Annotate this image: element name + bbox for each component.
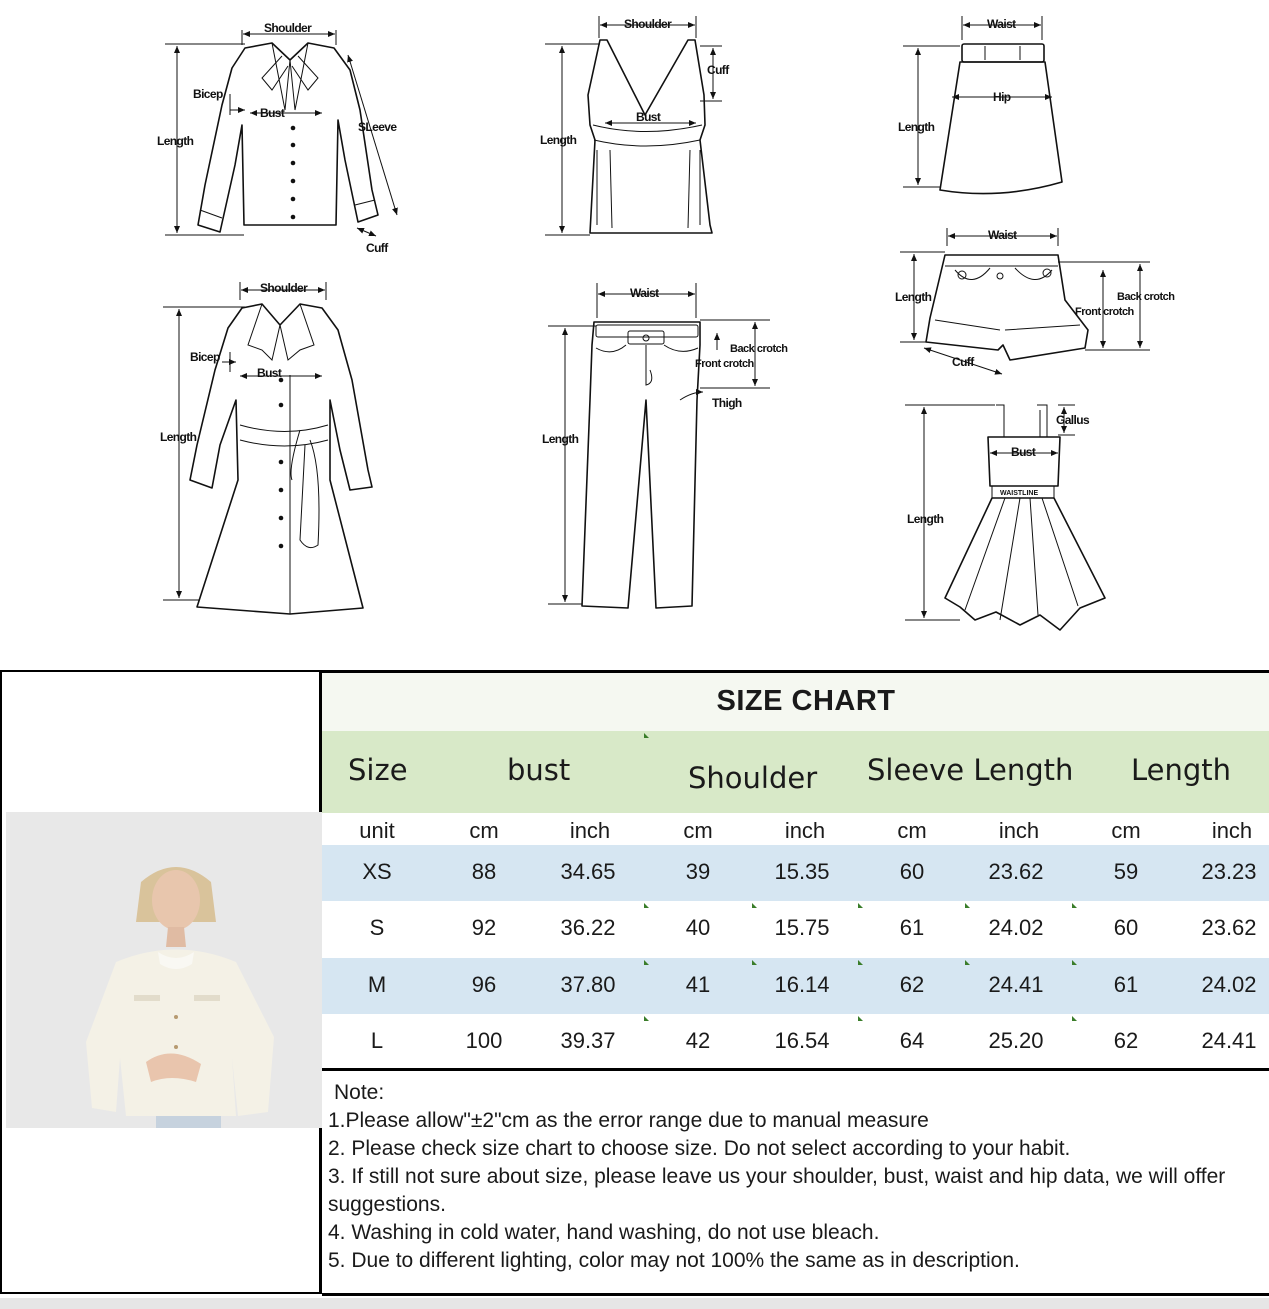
value-cell: 61 [899, 915, 925, 940]
shirt-cuff-label: Cuff [366, 241, 388, 255]
value-cell: 41 [685, 972, 711, 997]
cell-marker [644, 960, 649, 965]
size-cell: XS [362, 859, 392, 884]
unit-cell: inch [569, 818, 611, 843]
bottom-strip [0, 1298, 1269, 1309]
pants-front-crotch-label: Front crotch [695, 358, 754, 370]
value-cell: 64 [899, 1028, 925, 1053]
value-cell: 62 [899, 972, 925, 997]
unit-cell: cm [683, 818, 713, 843]
pants-waist-label: Waist [630, 286, 659, 300]
value-cell: 42 [685, 1028, 711, 1053]
skirt-diagram [898, 16, 1062, 194]
cell-marker [1072, 903, 1077, 908]
top-shoulder-label: Shoulder [624, 17, 672, 31]
value-cell: 24.41 [988, 972, 1044, 997]
dress-bust-label: Bust [1011, 445, 1036, 459]
note-line: 2. Please check size chart to choose size. Do not select according to your habit. [328, 1137, 1071, 1160]
cell-marker [644, 733, 649, 738]
size-chart [322, 670, 1269, 1296]
notes-title: Note: [334, 1081, 385, 1104]
notes-section [322, 1068, 1269, 1299]
shirt-sleeve-label: SLeeve [358, 120, 397, 134]
unit-cell: cm [1111, 818, 1141, 843]
size-chart-section [0, 670, 1269, 1300]
shorts-cuff-label: Cuff [952, 355, 974, 369]
top-length-label: Length [540, 133, 577, 147]
header-shoulder: Shoulder [688, 761, 818, 795]
value-cell: 39.37 [560, 1028, 616, 1053]
table-row [322, 845, 1269, 901]
shirt-bicep-label: Bicep [193, 87, 223, 101]
value-cell: 39 [685, 859, 711, 884]
value-cell: 59 [1113, 859, 1139, 884]
skirt-length-label: Length [898, 120, 935, 134]
value-cell: 36.22 [560, 915, 616, 940]
size-chart-title-row [322, 673, 1269, 731]
table-row [322, 1014, 1269, 1070]
cell-marker [965, 903, 970, 908]
value-cell: 60 [899, 859, 925, 884]
value-cell: 23.62 [1201, 915, 1257, 940]
cell-marker [965, 960, 970, 965]
size-cell: M [367, 972, 387, 997]
value-cell: 37.80 [560, 972, 616, 997]
coat-shoulder-label: Shoulder [260, 281, 308, 295]
table-row [322, 958, 1269, 1014]
value-cell: 34.65 [560, 859, 616, 884]
value-cell: 23.23 [1201, 859, 1257, 884]
size-cell: S [369, 915, 385, 940]
table-row [322, 901, 1269, 957]
coat-length-label: Length [160, 430, 197, 444]
pants-thigh-label: Thigh [712, 396, 742, 410]
value-cell: 15.35 [774, 859, 830, 884]
unit-cell: inch [998, 818, 1040, 843]
shorts-diagram [895, 228, 1175, 374]
shorts-back-crotch-label: Back crotch [1117, 291, 1175, 303]
note-line: suggestions. [328, 1193, 446, 1216]
cell-marker [858, 960, 863, 965]
size-cell: L [370, 1028, 384, 1053]
product-photo-panel [0, 670, 322, 1294]
skirt-waist-label: Waist [987, 17, 1016, 31]
cell-marker [752, 903, 757, 908]
header-size: Size [348, 753, 408, 787]
value-cell: 23.62 [988, 859, 1044, 884]
value-cell: 61 [1113, 972, 1139, 997]
shorts-front-crotch-label: Front crotch [1075, 306, 1134, 318]
top-diagram [540, 16, 730, 235]
shirt-length-label: Length [157, 134, 194, 148]
value-cell: 16.54 [774, 1028, 830, 1053]
note-line: 5. Due to different lighting, color may not 100% the same as in description. [328, 1249, 1020, 1272]
dress-diagram [905, 405, 1105, 630]
pants-back-crotch-label: Back crotch [730, 343, 788, 355]
cell-marker [644, 1016, 649, 1021]
value-cell: 62 [1113, 1028, 1139, 1053]
coat-bicep-label: Bicep [190, 350, 220, 364]
skirt-hip-label: Hip [993, 90, 1011, 104]
cell-marker [752, 960, 757, 965]
cell-marker [858, 1016, 863, 1021]
dress-waistline-label: WAISTLINE [1000, 490, 1039, 497]
value-cell: 40 [685, 915, 711, 940]
value-cell: 24.02 [988, 915, 1044, 940]
shirt-shoulder-label: Shoulder [264, 21, 312, 35]
cell-marker [1072, 1016, 1077, 1021]
dress-gallus-label: Gallus [1056, 413, 1090, 427]
unit-label: unit [359, 818, 395, 843]
model-illustration [6, 812, 322, 1128]
value-cell: 88 [471, 859, 497, 884]
value-cell: 25.20 [988, 1028, 1044, 1053]
unit-cell: cm [469, 818, 499, 843]
size-chart-title: SIZE CHART [716, 685, 896, 717]
pants-length-label: Length [542, 432, 579, 446]
unit-cell: cm [897, 818, 927, 843]
cell-marker [1072, 960, 1077, 965]
shorts-waist-label: Waist [988, 228, 1017, 242]
shorts-length-label: Length [895, 290, 932, 304]
note-line: 3. If still not sure about size, please leave us your shoulder, bust, waist and hip data, we will offer [328, 1165, 1226, 1188]
value-cell: 100 [465, 1028, 503, 1053]
pants-diagram [542, 283, 788, 608]
header-length: Length [1131, 753, 1232, 787]
unit-cell: inch [1211, 818, 1253, 843]
product-photo [6, 812, 322, 1128]
value-cell: 60 [1113, 915, 1139, 940]
value-cell: 24.41 [1201, 1028, 1257, 1053]
value-cell: 15.75 [774, 915, 830, 940]
dress-length-label: Length [907, 512, 944, 526]
coat-diagram [160, 281, 372, 614]
coat-bust-label: Bust [257, 366, 282, 380]
header-bust: bust [507, 753, 571, 787]
unit-row [322, 815, 1269, 845]
value-cell: 16.14 [774, 972, 830, 997]
shirt-diagram [157, 21, 397, 255]
size-chart-header-row [322, 731, 1269, 813]
note-line: 1.Please allow"±2"cm as the error range due to manual measure [328, 1109, 929, 1132]
shirt-bust-label: Bust [260, 106, 285, 120]
value-cell: 92 [471, 915, 497, 940]
value-cell: 24.02 [1201, 972, 1257, 997]
unit-cell: inch [784, 818, 826, 843]
cell-marker [858, 903, 863, 908]
cell-marker [644, 903, 649, 908]
header-sleeve-length: Sleeve Length [867, 753, 1074, 787]
value-cell: 96 [471, 972, 497, 997]
top-bust-label: Bust [636, 110, 661, 124]
top-cuff-label: Cuff [707, 63, 729, 77]
note-line: 4. Washing in cold water, hand washing, do not use bleach. [328, 1221, 880, 1244]
